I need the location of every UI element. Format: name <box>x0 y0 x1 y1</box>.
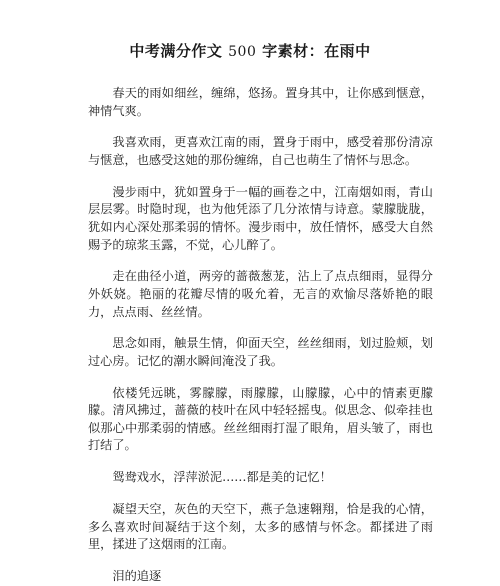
title-prefix: 中考满分作文 <box>129 42 223 60</box>
paragraph: 我喜欢雨，更喜欢江南的雨，置身于雨中，感受着那份清凉与惬意，也感受这她的那份缠绵，自己也萌生了情怀与思念。 <box>88 135 433 167</box>
paragraph: 走在曲径小道，两旁的蔷薇葱茏，沾上了点点细雨，显得分外妖娆。艳丽的花瓣尽情的吸允着，无言的欢愉尽落娇艳的眼力，点点雨、丝丝情。 <box>88 269 433 319</box>
paragraph: 鸳鸯戏水，浮萍淤泥……都是美的记忆！ <box>112 470 332 485</box>
essay-body <box>88 85 433 586</box>
paragraph: 春天的雨如细丝，缠绵，悠扬。置身其中，让你感到惬意，神情气爽。 <box>88 86 433 118</box>
paragraph: 漫步雨中，犹如置身于一幅的画卷之中，江南烟如雨，青山层层雾。时隐时现，也为他凭添了几分浓情与诗意。蒙朦胧胧，犹如内心深处那柔弱的情怀。漫步雨中，放任情怀，感受大自然赐予的琼浆玉露，不觉，心儿醉了。 <box>88 184 433 252</box>
paragraph: 泪的追逐 <box>112 568 162 583</box>
document-title <box>0 41 500 62</box>
paragraph: 凝望天空，灰色的天空下，燕子急速翱翔，恰是我的心情，多么喜欢时间凝结于这个刻，太多的感情与怀念。都揉进了雨里，揉进了这烟雨的江南。 <box>88 502 433 552</box>
paragraph: 思念如雨，触景生情，仰面天空，丝丝细雨，划过脸颊，划过心房。记忆的潮水瞬间淹没了我。 <box>88 336 433 368</box>
title-word-count: 500 <box>228 44 257 60</box>
title-suffix: 字素材：在雨中 <box>262 42 371 60</box>
paragraph: 依楼凭远眺，雾朦朦，雨朦朦，山朦朦，心中的情素更朦朦。清风拂过，蔷薇的枝叶在风中轻轻摇曳。似思念、似牵挂也似那心中那柔弱的情感。丝丝细雨打湿了眼角，眉头皱了，雨也打结了。 <box>88 385 433 453</box>
